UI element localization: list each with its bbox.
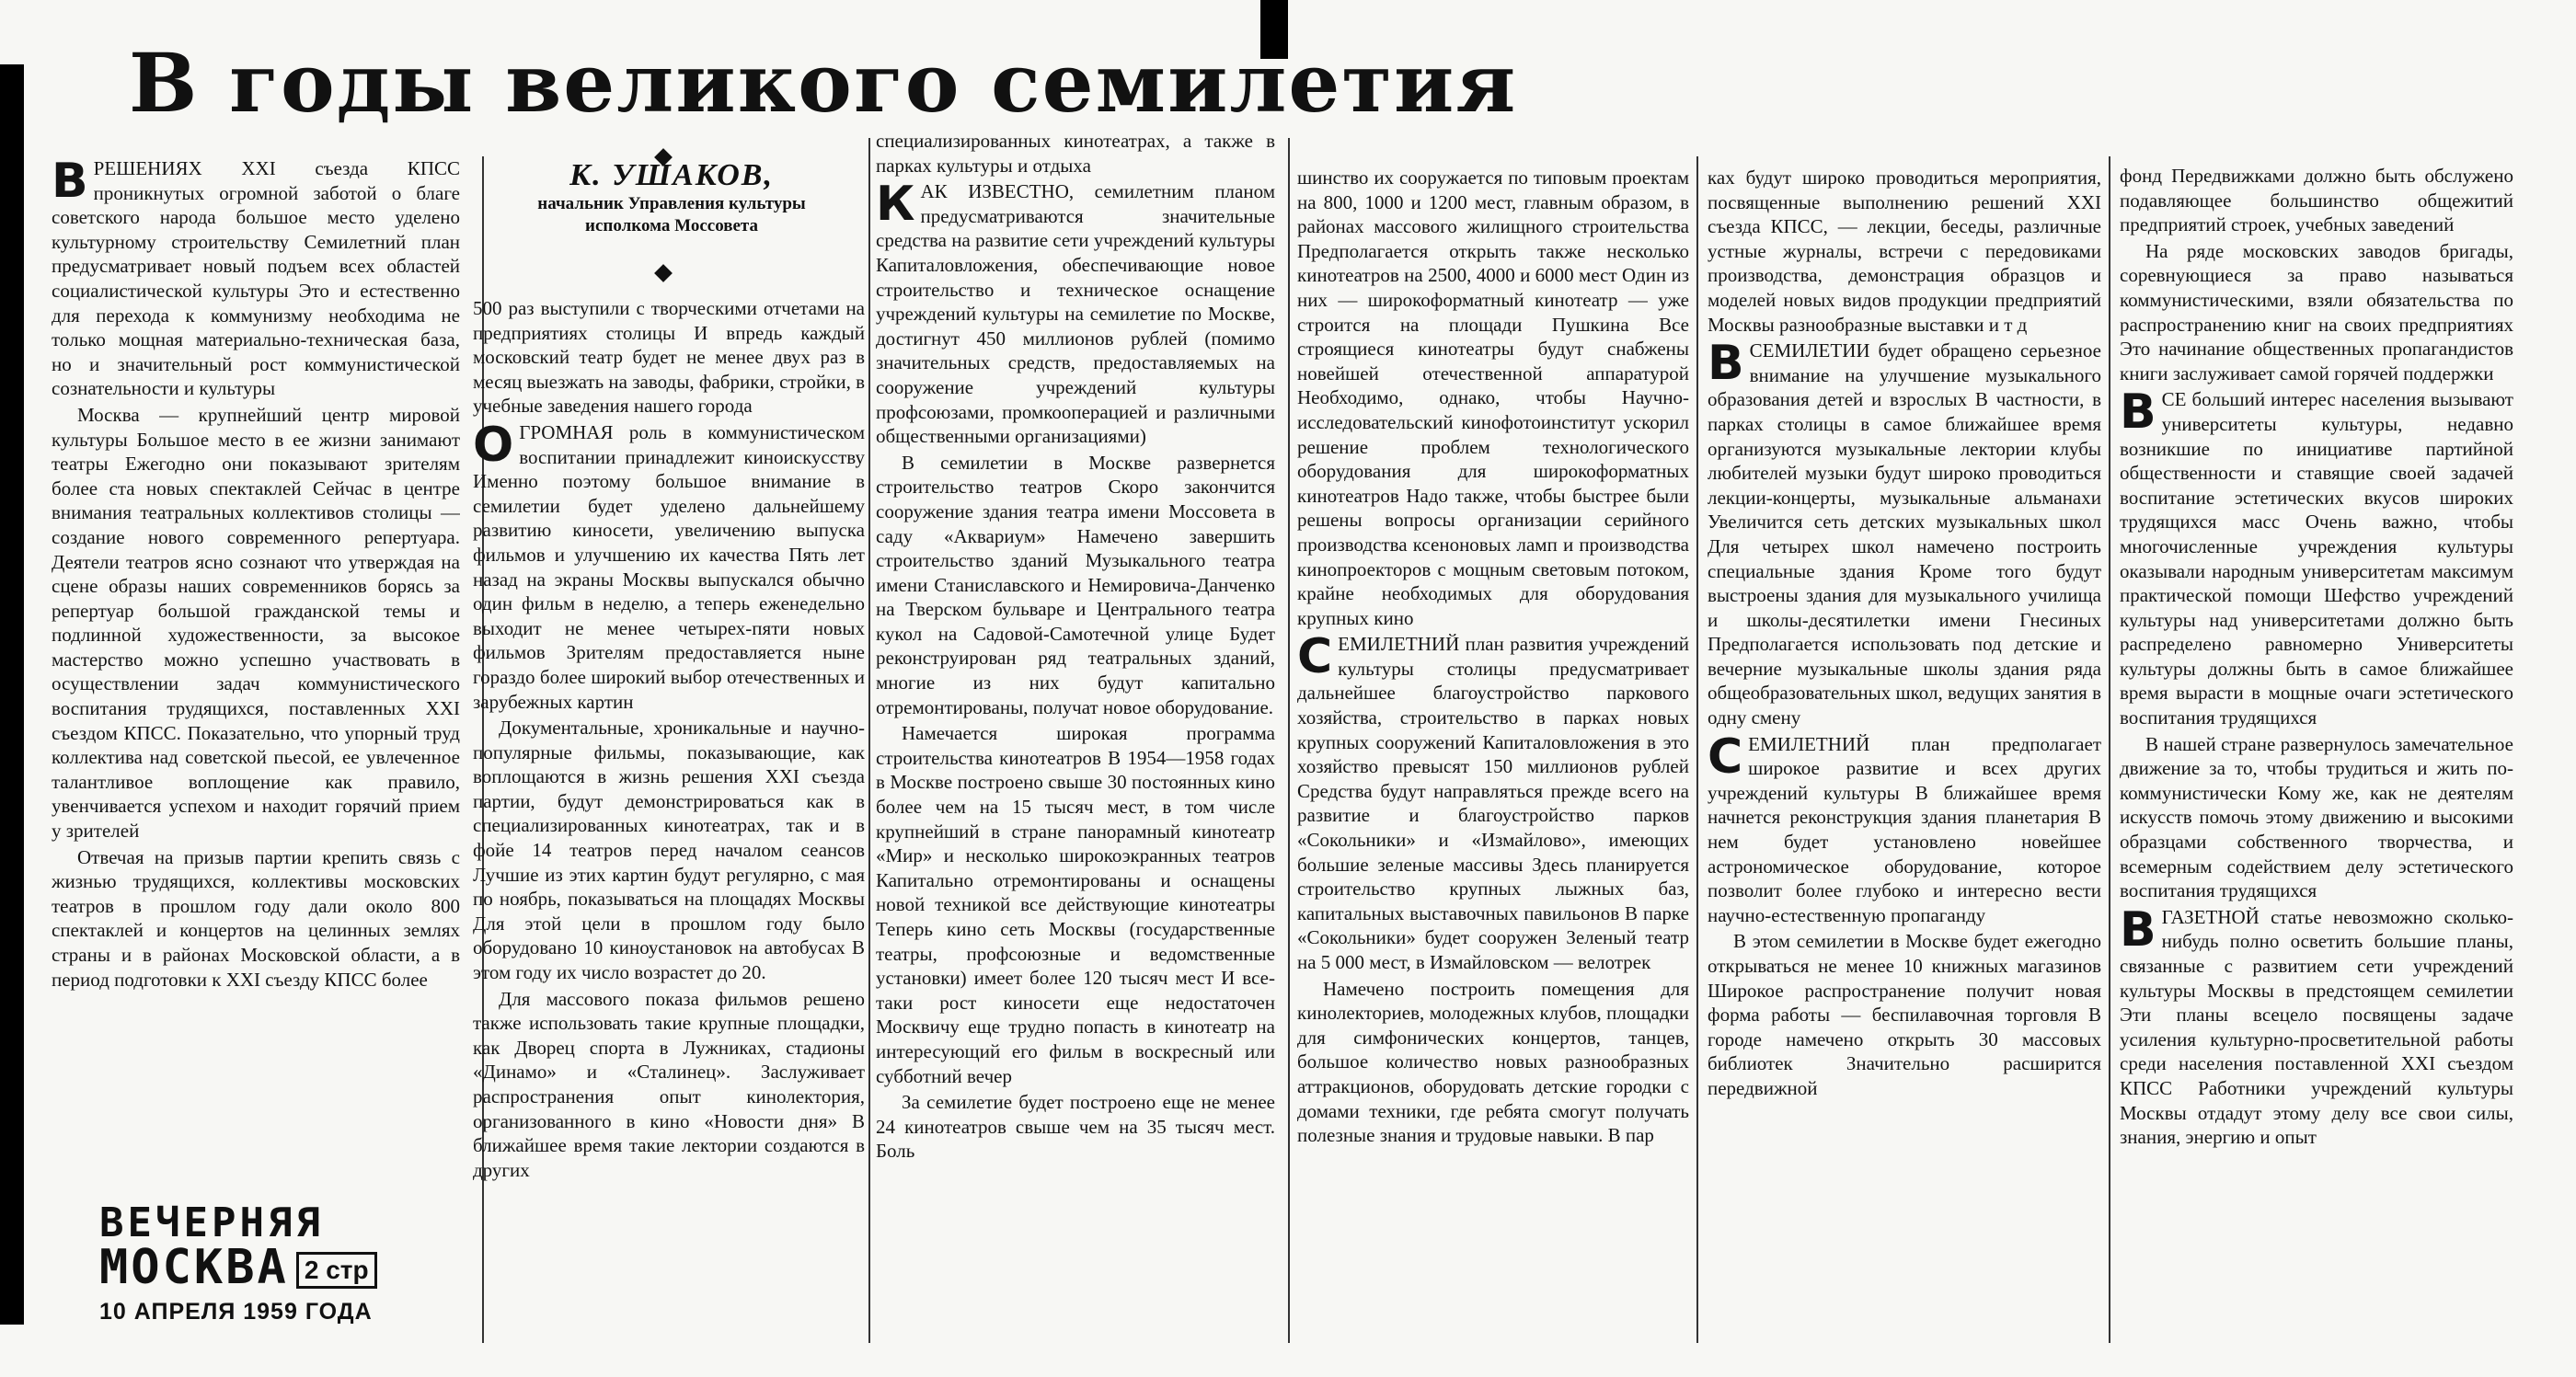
masthead-line1: ВЕЧЕРНЯЯ xyxy=(99,1199,324,1246)
paragraph: В этом семилетии в Москве будет ежегодно открываться не менее 10 книжных магазинов Широкое распространение получит новая форма работы — беспилавочная торговля В городе намечено открыть 30 массовых библиотек Значительно расширится передвижной xyxy=(1708,930,2101,1099)
paragraph-text: СЕМИЛЕТИИ будет обращено серьезное внимание на улучшение музыкального образования детей и взрослых В частности, в парках столицы в самое ближайшее время организуются музыкальные лектории клубы любителей музыки будут широко проводиться лекции-концерты, музыкальные альманахи Увеличится сеть детских музыкальных школ Для четырех школ намечено построить специальные здания Кроме того будут выстроены здания для музыкального училища и школы-десятилетки имени Гнесиных Предполагается использовать под детские и вечерние музыкальные школы здания ряда общеобразовательных школ, ведущих занятия в одну смену xyxy=(1708,339,2101,729)
masthead-title: МОСКВА xyxy=(99,1240,289,1295)
article-column-3 xyxy=(876,129,1275,1343)
paragraph-text: ГРОМНАЯ роль в коммунистическом воспитании принадлежит киноискусству Именно поэтому большое внимание в семилетии будет уделено дальнейшему развитию киносети, увеличению выпуска фильмов и улучшению их качества Пять лет назад на экраны Москвы выпускался обычно один фильм в неделю, а теперь еженедельно выходит не менее четырех-пяти новых фильмов Зрителям предоставляется ныне гораздо более широкий выбор отечественных и зарубежных картин xyxy=(473,420,865,713)
masthead-page-number: 2 стр xyxy=(296,1252,377,1289)
paragraph-text: ЕМИЛЕТНИЙ план развития учреждений культуры столицы предусматривает дальнейшее благоустройство паркового хозяйства, строительство в парках новых крупных сооружений Капиталовложения в это хозяйство превысят 150 миллионов рублей Средства будут направляться прежде всего на развитие и благоустройство парков «Сокольники» и «Измайлово», имеющих большие зеленые массивы Здесь планируется строительство крупных лыжных баз, капитальных выставочных павильонов В парке «Сокольники» будет сооружен Зеленый театр на 5 000 мест, в Измайловском — велотрек xyxy=(1297,633,1689,973)
drop-cap: В xyxy=(1708,336,1744,392)
masthead-line2 xyxy=(99,1240,440,1295)
paragraph xyxy=(1708,336,2101,730)
article-column-2 xyxy=(473,296,865,1336)
paragraph: специализированных кинотеатрах, а также в парках культуры и отдыха xyxy=(876,130,1275,177)
paragraph: шинство их сооружается по типовым проектам на 800, 1000 и 1200 мест, главным образом, в районах массового жилищного строительства Предполагается открыть также несколько кинотеатров на 2500, 4000 и 6000 мест Один из них — широкоформатный кинотеатр — уже строится на площади Пушкина Все строящиеся кинотеатры будут снабжены новейшей отечественной аппаратурой Необходимо, однако, чтобы Научно-исследовательский кинофотоинститут ускорил решение проблем технологического оборудования для широкоформатных кинотеатров Надо также, чтобы быстрее были решены вопросы организации серийного производства ксеноновых ламп и производства кинопроекторов с мощным световым потоком, крайне необходимых для оборудования крупных кино xyxy=(1297,166,1689,629)
paragraph xyxy=(2120,384,2513,729)
paragraph: Москва — крупнейший центр мировой культуры Большое место в ее жизни занимают театры Ежегодно они показывают зрителям более ста новых спектаклей Сейчас в центре внимания театральных коллективов столицы — создание нового современного репертуара. Деятели театров ясно сознают что утверждая на сцене образы наших современников борясь за репертуар большой гражданской темы и подлинной художественности, за высокое мастерство можно успешно участвовать в осуществлении задач коммунистического воспитания трудящихся, поставленных XXI съездом КПСС. Показательно, что упорный труд коллектива над советской пьесой, ее увлеченное талантливое воплощение как правило, увенчивается успехом и находит горячий прием у зрителей xyxy=(52,403,460,843)
paragraph: В семилетии в Москве развернется строительство театров Скоро закончится сооружение здания театра имени Моссовета в саду «Аквариум» Намечено завершить строительство зданий Музыкального театра имени Станиславского и Немировича-Данченко на Тверском бульваре и Центрального театра кукол на Садовой-Самотечной улице Будет реконструирован ряд театральных зданий, многие из них будут капитально отремонтированы, получат новое оборудование. xyxy=(876,451,1275,718)
drop-cap: В xyxy=(52,156,88,209)
paragraph-text: АК ИЗВЕСТНО, семилетним планом предусматриваются значительные средства на развитие сети учреждений культуры Капиталовложения, обеспечивающие новое строительство и техническое оснащение учреждений культуры на семилетие по Москве, достигнут 450 миллионов рублей (помимо значительных средств, предоставляемых на сооружение учреждений культуры профсоюзами, промкооперацией и различными общественными организациями) xyxy=(876,180,1275,448)
drop-cap: К xyxy=(876,177,915,233)
paragraph: ках будут широко проводиться мероприятия, посвященные выполнению решений XXI съезда КПСС, — лекции, беседы, различные устные журналы, встречи с передовиками производства, демонстрация образцов и моделей новых видов продукции предприятий Москвы разнообразные выставки и т д xyxy=(1708,166,2101,336)
paragraph: 500 раз выступили с творческими отчетами на предприятиях столицы И впредь каждый московский театр будет не менее двух раз в месяц выезжать на заводы, фабрики, стройки, в учебные заведения нашего города xyxy=(473,297,865,418)
paragraph: Для массового показа фильмов решено также использовать такие крупные площадки, как Дворец спорта в Лужниках, стадионы «Динамо» и «Сталинец». Заслуживает распространения опыт кинолектория, организованного в кино «Новости дня» В ближайшее время такие лектории создаются в других xyxy=(473,987,865,1181)
column-rule-3 xyxy=(1288,138,1290,1343)
paragraph xyxy=(1708,729,2101,928)
paragraph: За семилетие будет построено еще не менее 24 кинотеатров свыше чем на 35 тысяч мест. Боль xyxy=(876,1091,1275,1163)
article-column-5 xyxy=(1708,166,2101,1352)
paragraph: В нашей стране развернулось замечательное движение за то, чтобы трудиться и жить по-коммунистически Кому же, как не деятелям искусств помочь этому движению и высокими образцами собственного творчества, и всемерным содействием делу эстетического воспитания трудящихся xyxy=(2120,732,2513,902)
paragraph-text: СЕ больший интерес населения вызывают университеты культуры, недавно возникшие по инициативе партийной общественности и ставящие своей задачей воспитание эстетических вкусов широких трудящихся масс Очень важно, чтобы многочисленные учреждения культуры оказывали народным университетам максимум практической помощи Шефство учреждений культуры над университетами должно быть распределено равномерно Университеты культуры должны быть в самое ближайшее время выраcти в мощные очаги эстетического воспитания трудящихся xyxy=(2120,388,2513,729)
paragraph xyxy=(1297,629,1689,974)
article-column-6 xyxy=(2120,164,2513,1350)
author-name: К. УШАКОВ, xyxy=(569,158,774,192)
newspaper-masthead xyxy=(99,1199,440,1325)
drop-cap: С xyxy=(1297,629,1333,685)
drop-cap: С xyxy=(1708,729,1743,785)
article-title: В годы великого семилетия xyxy=(129,35,1518,131)
author-position: начальник Управления культуры исполкома Моссовета xyxy=(537,194,806,235)
paragraph: Намечается широкая программа строительства кинотеатров В 1954—1958 годах в Москве построено свыше 30 постоянных кино более чем на 15 тысяч мест, в том числе крупнейший в стране панорамный кинотеатр «Мир» и несколько широкоэкранных театров Капитально отремонтированы и оснащены новой техникой все действующие кинотеатры Теперь кино сеть Москвы (государственные театры, профсоюзные и ведомственные установки) имеет более 120 тысяч мест И все-таки рост киносети еще недостаточен Москвичу еще трудно попасть в кинотеатр на интересующий его фильм в воскресный или субботний вечер xyxy=(876,722,1275,1087)
masthead-date: 10 АПРЕЛЯ 1959 ГОДА xyxy=(99,1299,373,1325)
paragraph xyxy=(52,156,460,401)
paragraph xyxy=(2120,901,2513,1150)
paragraph: фонд Передвижками должно быть обслужено подавляющее большинство общежитий предприятий строек, учебных заведений xyxy=(2120,165,2513,236)
paragraph-text: ЕМИЛЕТНИЙ план предполагает широкое развитие и всех других учреждений культуры В ближайшее время начнется реконструкция здания планетария В нем будет установлено новейшее астрономическое оборудование, которое позволит более глубоко и интересно вести научно-естественную пропаганду xyxy=(1708,732,2101,926)
paragraph: На ряде московских заводов бригады, соревнующиеся за право называться коммунистическими, взяли обязательства по распространению книг на своих предприятиях Это начинание общественных пропагандистов книги заслуживает самой горячей поддержки xyxy=(2120,239,2513,384)
paragraph-text: РЕШЕНИЯХ XXI съезда КПСС проникнутых огромной заботой о благе советского народа большое место уделено культурному строительству Семилетний план предусматривает новый подъем всех областей социалистической культуры Это и естественно для перехода к коммунизму необходима не только мощная материально-техническая база, но и значительный рост коммунистической сознательности и культуры xyxy=(52,157,460,400)
drop-cap: В xyxy=(2120,901,2156,958)
drop-cap: В xyxy=(2120,384,2156,441)
byline xyxy=(497,158,846,237)
paragraph xyxy=(876,179,1275,449)
paragraph: Отвечая на призыв партии крепить связь с жизнью трудящихся, коллективы московских театров в прошлом году дали около 800 спектаклей и концертов на целинных землях страны и в районах Московской области, а в период подготовки к XXI съезду КПСС более xyxy=(52,845,460,991)
article-column-4 xyxy=(1297,166,1689,1352)
column-rule-4 xyxy=(1696,156,1698,1343)
drop-cap: О xyxy=(473,417,514,473)
paragraph: Намечено построить помещения для кинолекториев, молодежных клубов, площадки для симфонических концертов, танцев, большое количество новых разнообразных аттракционов, оборудовать детские городки с домами техники, где ребята смогут получать полезные знания и трудовые навыки. В пар xyxy=(1297,977,1689,1147)
column-rule-2 xyxy=(868,138,870,1343)
paragraph: Документальные, хроникальные и научно-популярные фильмы, показывающие, как воплощаются в жизнь решения XXI съезда партии, будут демонстрироваться как в специализированных кинотеатрах, так и в фойе 14 театров перед началом сеансов Лучшие из этих картин будут регулярно, с мая по ноябрь, показываться на площадях Москвы Для этой цели в прошлом году было оборудовано 10 киноустановок на автобусах В этом году их число возрастет до 20. xyxy=(473,717,865,984)
paragraph xyxy=(473,417,865,714)
paragraph-text: ГАЗЕТНОЙ статье невозможно сколько-нибудь полно осветить большие планы, связанные с развитием сети учреждений культуры Москвы в предстоящем семилетии Эти планы всецело посвящены задаче усиления культурно-просветительной работы среди населения поставленной XXI съездом КПСС Работники учреждений культуры Москвы отдадут этому делу все свои силы, знания, энергию и опыт xyxy=(2120,905,2513,1149)
column-rule-5 xyxy=(2109,156,2110,1343)
article-column-1 xyxy=(52,156,460,1168)
